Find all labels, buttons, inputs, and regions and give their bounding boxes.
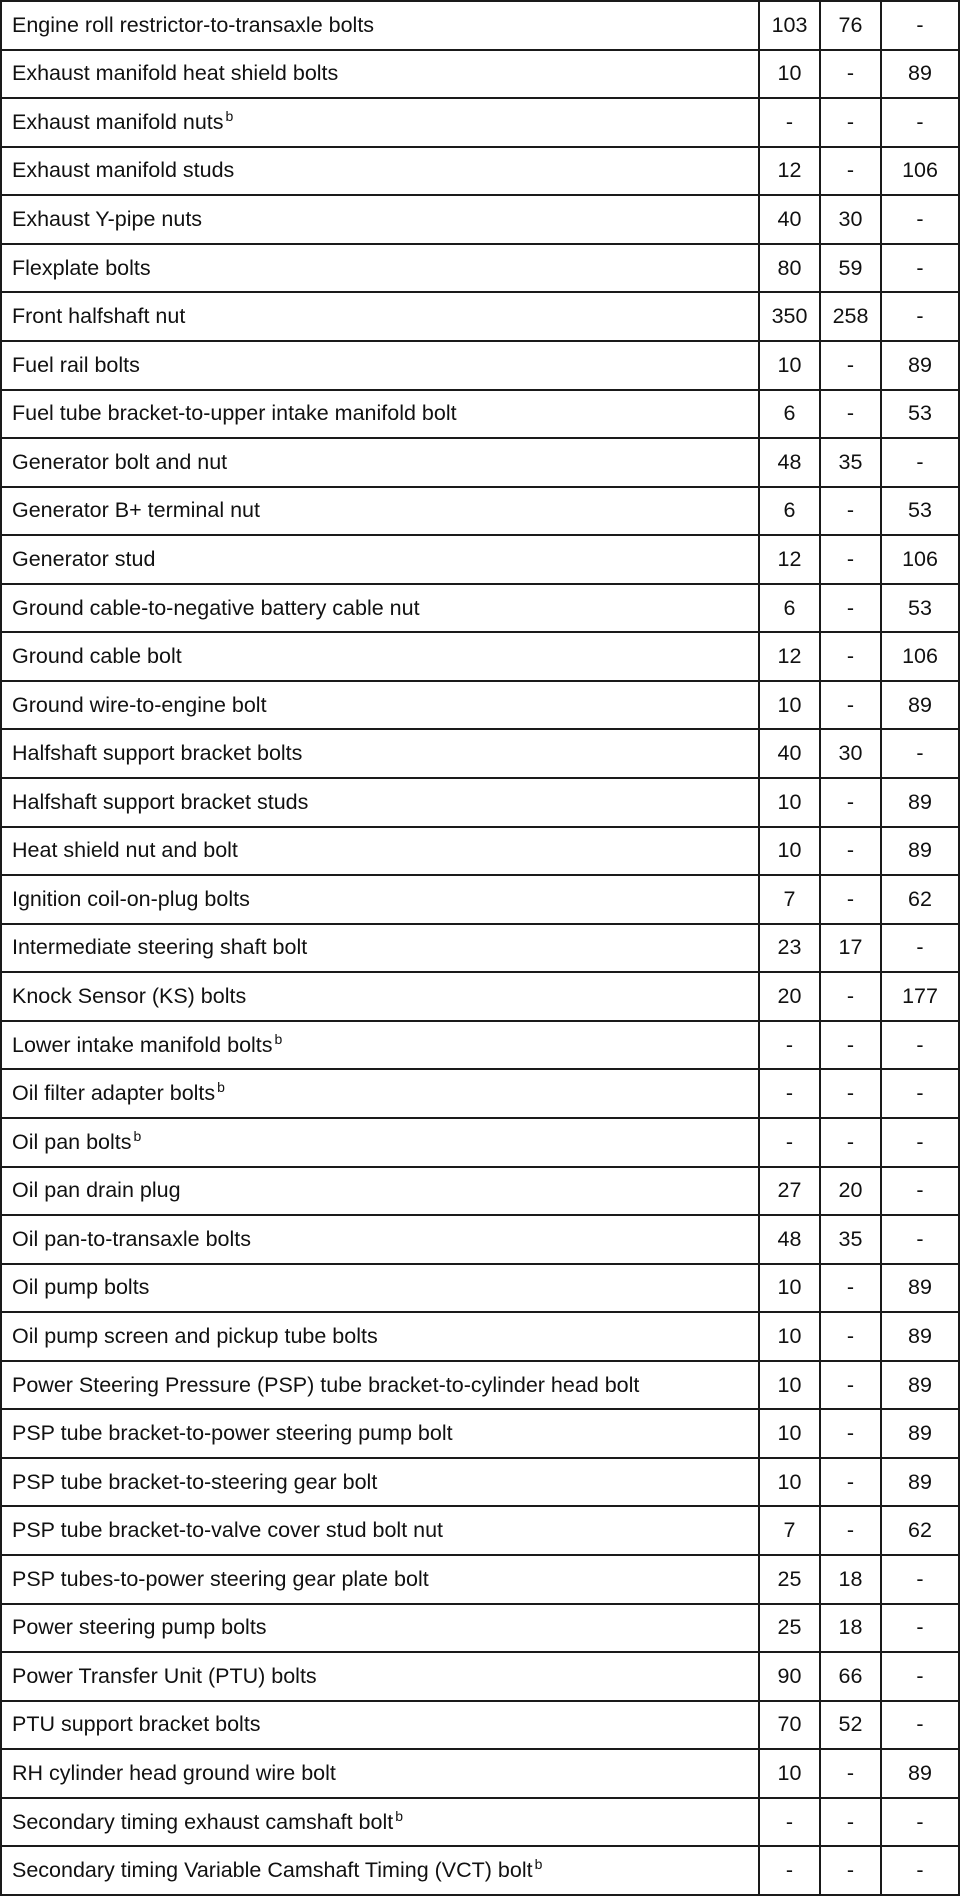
torque-lbin-value: 62: [881, 1506, 959, 1555]
component-description: [1, 1069, 759, 1118]
component-name: Power Steering Pressure (PSP) tube bracket-to-cylinder head bolt: [12, 1372, 640, 1397]
table-row: [1, 1361, 959, 1410]
table-row: [1, 1264, 959, 1313]
torque-nm-value: -: [759, 98, 820, 147]
table-row: [1, 827, 959, 876]
component-description: [1, 341, 759, 390]
torque-nm-value: 20: [759, 972, 820, 1021]
torque-lbin-value: -: [881, 1701, 959, 1750]
component-description: [1, 98, 759, 147]
component-name: Ground cable bolt: [12, 644, 182, 669]
torque-lbin-value: -: [881, 1215, 959, 1264]
torque-nm-value: 10: [759, 1264, 820, 1313]
torque-lbin-value: 53: [881, 584, 959, 633]
component-description: [1, 1846, 759, 1895]
torque-nm-value: 6: [759, 487, 820, 536]
component-description: [1, 244, 759, 293]
component-name: Generator B+ terminal nut: [12, 498, 260, 523]
torque-nm-value: 70: [759, 1701, 820, 1750]
component-description: [1, 1798, 759, 1847]
torque-lbft-value: -: [820, 1264, 881, 1313]
torque-nm-value: 48: [759, 1215, 820, 1264]
component-name: Generator bolt and nut: [12, 449, 228, 474]
torque-lbft-value: 66: [820, 1652, 881, 1701]
torque-lbin-value: -: [881, 1021, 959, 1070]
torque-lbft-value: 258: [820, 292, 881, 341]
torque-lbin-value: 89: [881, 1749, 959, 1798]
component-name: Flexplate bolts: [12, 255, 151, 280]
torque-lbin-value: 89: [881, 50, 959, 99]
table-row: [1, 1701, 959, 1750]
component-name: PSP tubes-to-power steering gear plate bolt: [12, 1566, 429, 1591]
component-name: Oil pan drain plug: [12, 1178, 181, 1203]
torque-lbin-value: -: [881, 195, 959, 244]
component-name: Exhaust manifold heat shield bolts: [12, 61, 339, 86]
torque-lbin-value: 89: [881, 1409, 959, 1458]
torque-lbin-value: -: [881, 438, 959, 487]
table-row: [1, 1555, 959, 1604]
torque-lbft-value: -: [820, 827, 881, 876]
torque-nm-value: -: [759, 1118, 820, 1167]
component-name: Heat shield nut and bolt: [12, 838, 238, 863]
table-row: [1, 778, 959, 827]
torque-lbin-value: -: [881, 924, 959, 973]
torque-nm-value: 10: [759, 1409, 820, 1458]
component-description: [1, 1118, 759, 1167]
footnote-marker: b: [534, 1856, 543, 1873]
component-description: [1, 632, 759, 681]
torque-lbin-value: -: [881, 1798, 959, 1847]
torque-lbin-value: 89: [881, 1312, 959, 1361]
torque-nm-value: 23: [759, 924, 820, 973]
torque-lbft-value: -: [820, 147, 881, 196]
torque-lbft-value: -: [820, 875, 881, 924]
table-row: [1, 244, 959, 293]
component-name: Fuel tube bracket-to-upper intake manifold bolt: [12, 401, 457, 426]
component-name: Exhaust manifold nuts: [12, 109, 224, 134]
torque-nm-value: 25: [759, 1555, 820, 1604]
torque-lbft-value: -: [820, 778, 881, 827]
torque-nm-value: 10: [759, 1749, 820, 1798]
torque-lbin-value: -: [881, 1167, 959, 1216]
component-description: [1, 1021, 759, 1070]
torque-lbin-value: 62: [881, 875, 959, 924]
torque-lbin-value: -: [881, 1, 959, 50]
table-row: [1, 1215, 959, 1264]
torque-nm-value: -: [759, 1798, 820, 1847]
component-description: [1, 924, 759, 973]
torque-nm-value: 90: [759, 1652, 820, 1701]
torque-nm-value: 12: [759, 147, 820, 196]
component-name: Lower intake manifold bolts: [12, 1032, 273, 1057]
torque-nm-value: 6: [759, 584, 820, 633]
torque-lbft-value: -: [820, 1118, 881, 1167]
torque-nm-value: 7: [759, 875, 820, 924]
component-description: [1, 1361, 759, 1410]
torque-lbft-value: -: [820, 1846, 881, 1895]
torque-lbin-value: 89: [881, 1458, 959, 1507]
component-name: Secondary timing exhaust camshaft bolt: [12, 1809, 394, 1834]
table-row: [1, 1118, 959, 1167]
component-description: [1, 1215, 759, 1264]
table-row: [1, 292, 959, 341]
torque-lbft-value: -: [820, 1021, 881, 1070]
table-row: [1, 1798, 959, 1847]
component-description: [1, 1652, 759, 1701]
footnote-marker: b: [217, 1079, 225, 1096]
table-row: [1, 632, 959, 681]
torque-nm-value: 40: [759, 729, 820, 778]
component-description: [1, 1555, 759, 1604]
table-row: [1, 1167, 959, 1216]
table-row: [1, 1021, 959, 1070]
component-name: Oil pump bolts: [12, 1275, 150, 1300]
component-name: Power Transfer Unit (PTU) bolts: [12, 1663, 317, 1688]
torque-nm-value: 40: [759, 195, 820, 244]
table-row: [1, 584, 959, 633]
component-name: Generator stud: [12, 546, 156, 571]
torque-lbin-value: -: [881, 1604, 959, 1653]
torque-lbft-value: 52: [820, 1701, 881, 1750]
torque-lbft-value: 18: [820, 1604, 881, 1653]
component-description: [1, 875, 759, 924]
component-description: [1, 1506, 759, 1555]
torque-lbin-value: -: [881, 292, 959, 341]
torque-lbft-value: 18: [820, 1555, 881, 1604]
torque-lbft-value: -: [820, 50, 881, 99]
component-name: Secondary timing Variable Camshaft Timing (VCT) bolt: [12, 1858, 533, 1883]
component-description: [1, 535, 759, 584]
torque-lbin-value: 89: [881, 1361, 959, 1410]
torque-nm-value: 10: [759, 50, 820, 99]
component-description: [1, 1167, 759, 1216]
component-description: [1, 50, 759, 99]
torque-lbft-value: 30: [820, 195, 881, 244]
torque-lbin-value: 106: [881, 632, 959, 681]
torque-lbin-value: 106: [881, 535, 959, 584]
torque-lbft-value: -: [820, 1069, 881, 1118]
component-description: [1, 147, 759, 196]
table-row: [1, 729, 959, 778]
component-description: [1, 1604, 759, 1653]
component-name: Front halfshaft nut: [12, 304, 186, 329]
component-name: Halfshaft support bracket studs: [12, 789, 309, 814]
table-row: [1, 487, 959, 536]
component-description: [1, 827, 759, 876]
table-row: [1, 1312, 959, 1361]
table-row: [1, 341, 959, 390]
component-name: Intermediate steering shaft bolt: [12, 935, 308, 960]
component-name: Exhaust manifold studs: [12, 158, 235, 183]
component-description: [1, 1458, 759, 1507]
torque-nm-value: 350: [759, 292, 820, 341]
torque-lbin-value: 89: [881, 681, 959, 730]
torque-nm-value: 10: [759, 341, 820, 390]
torque-nm-value: 48: [759, 438, 820, 487]
torque-lbft-value: -: [820, 584, 881, 633]
component-description: [1, 584, 759, 633]
component-description: [1, 1701, 759, 1750]
table-row: [1, 98, 959, 147]
torque-lbin-value: -: [881, 244, 959, 293]
torque-lbft-value: -: [820, 1361, 881, 1410]
table-row: [1, 1, 959, 50]
torque-nm-value: 103: [759, 1, 820, 50]
table-row: [1, 972, 959, 1021]
component-description: [1, 729, 759, 778]
torque-lbft-value: 35: [820, 438, 881, 487]
table-row: [1, 1069, 959, 1118]
table-row: [1, 438, 959, 487]
torque-lbin-value: -: [881, 1846, 959, 1895]
table-row: [1, 924, 959, 973]
table-row: [1, 1749, 959, 1798]
torque-lbft-value: -: [820, 1749, 881, 1798]
torque-nm-value: 7: [759, 1506, 820, 1555]
torque-lbft-value: -: [820, 390, 881, 439]
torque-lbft-value: -: [820, 98, 881, 147]
torque-nm-value: 6: [759, 390, 820, 439]
torque-lbft-value: -: [820, 1409, 881, 1458]
component-name: Ignition coil-on-plug bolts: [12, 886, 250, 911]
component-name: Ground cable-to-negative battery cable nut: [12, 595, 420, 620]
torque-nm-value: -: [759, 1846, 820, 1895]
torque-lbft-value: -: [820, 1506, 881, 1555]
torque-lbft-value: 35: [820, 1215, 881, 1264]
torque-lbin-value: 177: [881, 972, 959, 1021]
table-row: [1, 50, 959, 99]
table-row: [1, 1506, 959, 1555]
torque-nm-value: 10: [759, 1458, 820, 1507]
torque-lbin-value: 53: [881, 487, 959, 536]
torque-lbft-value: -: [820, 1458, 881, 1507]
torque-nm-value: 80: [759, 244, 820, 293]
torque-lbft-value: -: [820, 535, 881, 584]
component-description: [1, 1409, 759, 1458]
torque-lbft-value: 30: [820, 729, 881, 778]
footnote-marker: b: [274, 1030, 283, 1047]
component-description: [1, 438, 759, 487]
torque-lbin-value: -: [881, 1555, 959, 1604]
torque-lbft-value: 76: [820, 1, 881, 50]
torque-lbft-value: -: [820, 341, 881, 390]
component-name: Oil filter adapter bolts: [12, 1081, 216, 1106]
footnote-marker: b: [133, 1127, 142, 1144]
torque-lbin-value: -: [881, 1652, 959, 1701]
torque-nm-value: 12: [759, 535, 820, 584]
torque-lbin-value: 53: [881, 390, 959, 439]
table-row: [1, 1652, 959, 1701]
table-row: [1, 1409, 959, 1458]
torque-lbin-value: 89: [881, 1264, 959, 1313]
torque-nm-value: 10: [759, 778, 820, 827]
component-description: [1, 487, 759, 536]
torque-lbin-value: -: [881, 1118, 959, 1167]
torque-lbin-value: 89: [881, 827, 959, 876]
torque-nm-value: 10: [759, 1361, 820, 1410]
component-description: [1, 195, 759, 244]
torque-table-body: [1, 1, 959, 1895]
component-name: PSP tube bracket-to-valve cover stud bolt nut: [12, 1518, 444, 1543]
component-description: [1, 972, 759, 1021]
torque-nm-value: 10: [759, 827, 820, 876]
torque-lbft-value: -: [820, 1798, 881, 1847]
component-name: PSP tube bracket-to-power steering pump bolt: [12, 1421, 453, 1446]
component-name: Oil pan bolts: [12, 1129, 132, 1154]
component-description: [1, 292, 759, 341]
component-description: [1, 1749, 759, 1798]
component-description: [1, 681, 759, 730]
torque-lbin-value: -: [881, 98, 959, 147]
torque-lbft-value: -: [820, 1312, 881, 1361]
component-name: RH cylinder head ground wire bolt: [12, 1761, 336, 1786]
torque-lbft-value: 20: [820, 1167, 881, 1216]
component-description: [1, 1, 759, 50]
table-row: [1, 1604, 959, 1653]
torque-lbft-value: 17: [820, 924, 881, 973]
component-name: Ground wire-to-engine bolt: [12, 692, 267, 717]
torque-lbft-value: -: [820, 487, 881, 536]
torque-lbin-value: -: [881, 729, 959, 778]
component-description: [1, 778, 759, 827]
table-row: [1, 195, 959, 244]
component-name: Halfshaft support bracket bolts: [12, 741, 303, 766]
component-name: Fuel rail bolts: [12, 352, 140, 377]
component-description: [1, 1264, 759, 1313]
torque-nm-value: -: [759, 1069, 820, 1118]
component-name: Oil pump screen and pickup tube bolts: [12, 1323, 378, 1348]
torque-lbin-value: 89: [881, 778, 959, 827]
table-row: [1, 875, 959, 924]
torque-lbft-value: -: [820, 681, 881, 730]
component-name: PTU support bracket bolts: [12, 1712, 261, 1737]
torque-nm-value: 10: [759, 681, 820, 730]
table-row: [1, 535, 959, 584]
torque-lbin-value: 106: [881, 147, 959, 196]
component-name: PSP tube bracket-to-steering gear bolt: [12, 1469, 378, 1494]
torque-lbin-value: 89: [881, 341, 959, 390]
component-description: [1, 1312, 759, 1361]
table-row: [1, 147, 959, 196]
torque-lbft-value: -: [820, 972, 881, 1021]
footnote-marker: b: [395, 1807, 404, 1824]
table-row: [1, 1458, 959, 1507]
component-name: Knock Sensor (KS) bolts: [12, 984, 247, 1009]
component-description: [1, 390, 759, 439]
table-row: [1, 681, 959, 730]
table-row: [1, 390, 959, 439]
component-name: Power steering pump bolts: [12, 1615, 267, 1640]
torque-nm-value: 25: [759, 1604, 820, 1653]
footnote-marker: b: [225, 107, 234, 124]
component-name: Engine roll restrictor-to-transaxle bolts: [12, 12, 375, 37]
torque-nm-value: 10: [759, 1312, 820, 1361]
table-row: [1, 1846, 959, 1895]
torque-nm-value: 27: [759, 1167, 820, 1216]
component-name: Exhaust Y-pipe nuts: [12, 207, 203, 232]
torque-lbft-value: -: [820, 632, 881, 681]
torque-nm-value: -: [759, 1021, 820, 1070]
torque-lbin-value: -: [881, 1069, 959, 1118]
torque-nm-value: 12: [759, 632, 820, 681]
torque-lbft-value: 59: [820, 244, 881, 293]
component-name: Oil pan-to-transaxle bolts: [12, 1226, 251, 1251]
